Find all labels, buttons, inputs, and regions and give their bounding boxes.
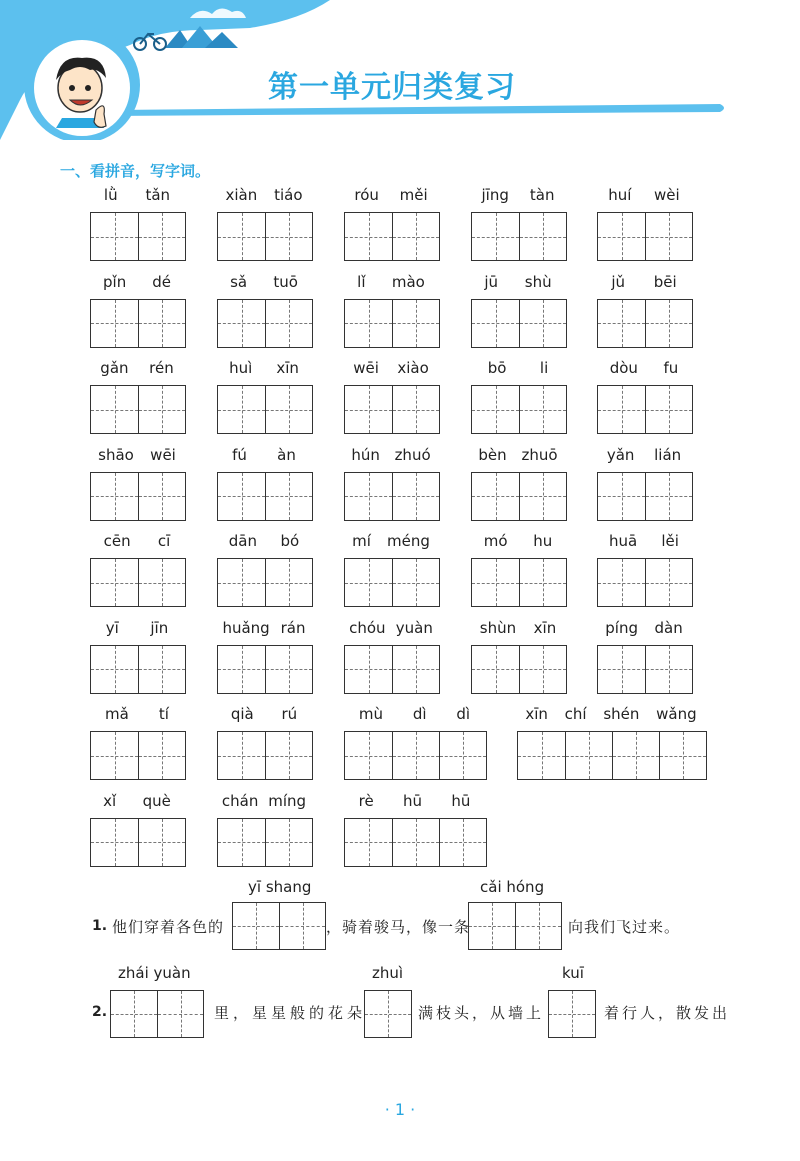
writing-cell[interactable] [598, 386, 645, 433]
sentence-2-answer-box-3[interactable] [548, 990, 596, 1038]
writing-cell[interactable] [392, 213, 439, 260]
word-pinyin [597, 186, 691, 206]
pinyin-syllable: rú [281, 705, 298, 723]
pinyin-syllable: róu [354, 186, 379, 204]
pinyin-syllable: tiáo [274, 186, 303, 204]
writing-cell[interactable] [138, 732, 185, 779]
word-pinyin [344, 532, 438, 552]
writing-cell[interactable] [345, 473, 392, 520]
writing-cell[interactable] [265, 646, 312, 693]
pinyin-syllable: tàn [529, 186, 555, 204]
word-pinyin [471, 359, 565, 379]
writing-cell[interactable] [519, 559, 566, 606]
writing-cell[interactable] [218, 819, 265, 866]
word-pinyin [217, 792, 311, 812]
pinyin-syllable: cēn [103, 532, 131, 550]
pinyin-syllable: shén [603, 705, 640, 723]
pinyin-syllable: yī [105, 618, 119, 637]
pinyin-syllable: wēi [353, 359, 379, 377]
answer-box[interactable] [344, 385, 440, 434]
pinyin-syllable: àn [277, 445, 296, 464]
sentence-1-text-c: 向我们飞过来。 [568, 918, 681, 936]
writing-cell[interactable] [138, 386, 185, 433]
sentence-1-pinyin-1: yī shang [248, 878, 312, 896]
answer-box[interactable] [90, 818, 186, 867]
writing-cell[interactable] [659, 732, 706, 779]
pinyin-syllable: tuō [273, 272, 298, 291]
pinyin-syllable: lǜ [103, 186, 118, 204]
answer-box[interactable] [217, 299, 313, 348]
section-title: 一、看拼音，写字词。 [60, 162, 211, 180]
pinyin-syllable: chóu [349, 618, 386, 637]
writing-cell[interactable] [265, 732, 312, 779]
pinyin-syllable: chí [564, 705, 587, 723]
page-title: 第一单元归类复习 [268, 70, 516, 105]
answer-box[interactable] [90, 385, 186, 434]
pinyin-syllable: hu [533, 532, 553, 550]
writing-cell[interactable] [218, 300, 265, 347]
pinyin-syllable: jīng [481, 186, 509, 204]
writing-cell[interactable] [138, 473, 185, 520]
answer-box[interactable] [344, 558, 440, 607]
word-pinyin [90, 619, 184, 639]
answer-box[interactable] [471, 558, 567, 607]
writing-cell[interactable] [645, 386, 692, 433]
pinyin-syllable: píng [605, 618, 638, 637]
answer-box[interactable] [471, 212, 567, 261]
writing-cell[interactable] [519, 300, 566, 347]
answer-box[interactable] [471, 299, 567, 348]
sentence-2-answer-box-2[interactable] [364, 990, 412, 1038]
pinyin-syllable: lián [654, 445, 682, 464]
pinyin-syllable: mí [352, 532, 371, 550]
answer-box[interactable] [217, 212, 313, 261]
pinyin-syllable: bèn [478, 445, 507, 464]
writing-cell[interactable] [598, 646, 645, 693]
pinyin-syllable: dàn [654, 618, 683, 637]
pinyin-syllable: tǎn [145, 186, 171, 204]
pinyin-syllable: xǐ [103, 791, 117, 810]
answer-box[interactable] [90, 731, 186, 780]
writing-cell[interactable] [392, 646, 439, 693]
writing-cell[interactable] [218, 559, 265, 606]
answer-box[interactable] [344, 818, 487, 867]
writing-cell[interactable] [472, 213, 519, 260]
pinyin-syllable: lěi [661, 532, 679, 550]
writing-cell[interactable] [91, 646, 138, 693]
pinyin-syllable: dòu [609, 359, 638, 377]
pinyin-syllable: wǎng [656, 705, 697, 723]
writing-cell[interactable] [645, 646, 692, 693]
answer-box[interactable] [344, 299, 440, 348]
pinyin-syllable: dān [228, 532, 257, 550]
answer-box[interactable] [597, 212, 693, 261]
writing-cell[interactable] [345, 559, 392, 606]
pinyin-syllable: hū [451, 791, 471, 810]
word-pinyin [597, 532, 691, 552]
pinyin-syllable: qià [230, 705, 254, 723]
word-pinyin [471, 186, 565, 206]
word-pinyin [471, 446, 565, 466]
word-pinyin [90, 792, 184, 812]
writing-cell[interactable] [392, 300, 439, 347]
pinyin-syllable: sǎ [230, 272, 248, 291]
pinyin-syllable: li [539, 359, 549, 377]
answer-box[interactable] [471, 385, 567, 434]
writing-cell[interactable] [392, 732, 439, 779]
pinyin-syllable: rè [358, 791, 374, 810]
writing-cell[interactable] [218, 732, 265, 779]
writing-cell[interactable] [218, 646, 265, 693]
pinyin-syllable: huā [609, 532, 638, 550]
word-pinyin [217, 359, 311, 379]
word-pinyin [217, 532, 311, 552]
pinyin-syllable: mǎ [105, 705, 129, 723]
word-pinyin [344, 792, 485, 812]
pinyin-syllable: wēi [150, 445, 176, 464]
word-pinyin [217, 619, 311, 639]
writing-cell[interactable] [345, 819, 392, 866]
answer-box[interactable] [217, 818, 313, 867]
writing-cell[interactable] [519, 473, 566, 520]
pinyin-syllable: huǎng [222, 618, 270, 637]
sentence-2-pinyin-1: zhái yuàn [118, 964, 191, 982]
pinyin-syllable: dé [152, 272, 171, 291]
sentence-1-answer-box-2[interactable] [468, 902, 562, 950]
sentence-1-text-b: ，骑着骏马，像一条 [326, 918, 471, 936]
pinyin-syllable: rán [280, 618, 306, 637]
answer-box[interactable] [597, 645, 693, 694]
sentence-2-answer-box-1[interactable] [110, 990, 204, 1038]
word-pinyin [90, 273, 184, 293]
writing-cell[interactable] [645, 473, 692, 520]
writing-cell[interactable] [439, 732, 486, 779]
pinyin-syllable: lǐ [357, 272, 366, 291]
writing-cell[interactable] [218, 386, 265, 433]
pinyin-syllable: jū [484, 272, 499, 291]
writing-cell[interactable] [265, 386, 312, 433]
writing-cell[interactable] [265, 300, 312, 347]
writing-cell[interactable] [472, 646, 519, 693]
sentence-1-answer-box-1[interactable] [232, 902, 326, 950]
pinyin-syllable: bó [280, 532, 300, 550]
answer-box[interactable] [471, 645, 567, 694]
page-number: · 1 · [384, 1100, 416, 1119]
pinyin-syllable: gǎn [100, 359, 129, 377]
writing-cell[interactable] [598, 300, 645, 347]
pinyin-syllable: míng [268, 791, 307, 810]
writing-cell[interactable] [345, 732, 392, 779]
writing-cell[interactable] [91, 732, 138, 779]
word-pinyin [344, 619, 438, 639]
answer-box[interactable] [90, 212, 186, 261]
writing-cell[interactable] [265, 559, 312, 606]
answer-box[interactable] [217, 385, 313, 434]
answer-box[interactable] [217, 558, 313, 607]
pinyin-syllable: xīn [525, 705, 548, 723]
writing-cell[interactable] [91, 473, 138, 520]
writing-cell[interactable] [645, 559, 692, 606]
writing-cell[interactable] [645, 213, 692, 260]
pinyin-syllable: dì [456, 705, 471, 723]
sentence-1-text-a: 他们穿着各色的 [112, 918, 225, 936]
answer-box[interactable] [217, 731, 313, 780]
pinyin-syllable: què [142, 791, 171, 810]
pinyin-syllable: jīn [150, 618, 169, 637]
pinyin-syllable: mào [391, 272, 425, 291]
answer-box[interactable] [344, 212, 440, 261]
writing-cell[interactable] [265, 213, 312, 260]
pinyin-syllable: zhuó [394, 445, 431, 464]
pinyin-syllable: yǎn [606, 445, 635, 464]
word-pinyin [90, 446, 184, 466]
pinyin-syllable: méng [387, 532, 430, 550]
answer-box[interactable] [90, 558, 186, 607]
answer-box[interactable] [217, 645, 313, 694]
writing-cell[interactable] [439, 819, 486, 866]
pinyin-syllable: fu [663, 359, 679, 377]
sentence-1-pinyin-2: cǎi hóng [480, 878, 545, 896]
writing-cell[interactable] [472, 386, 519, 433]
pinyin-syllable: xiàn [225, 186, 258, 204]
writing-cell[interactable] [138, 213, 185, 260]
writing-cell[interactable] [565, 732, 612, 779]
writing-cell[interactable] [519, 386, 566, 433]
word-pinyin [344, 705, 485, 725]
pinyin-syllable: chán [221, 791, 259, 810]
answer-box[interactable] [597, 385, 693, 434]
sentence-2-text-c: 着行人，散发出 [604, 1004, 731, 1022]
pinyin-syllable: měi [399, 186, 428, 204]
answer-box[interactable] [217, 472, 313, 521]
sentence-2-text-a: 里，星星般的花朵 [214, 1004, 367, 1022]
answer-box[interactable] [344, 731, 487, 780]
writing-cell[interactable] [519, 213, 566, 260]
answer-box[interactable] [90, 299, 186, 348]
writing-cell[interactable] [345, 300, 392, 347]
writing-cell[interactable] [218, 473, 265, 520]
writing-cell[interactable] [598, 559, 645, 606]
writing-cell[interactable] [598, 473, 645, 520]
writing-cell[interactable] [472, 300, 519, 347]
pinyin-syllable: hún [351, 445, 380, 464]
pinyin-syllable: xiào [397, 359, 429, 377]
word-pinyin [344, 359, 438, 379]
sentence-2-number: 2. [92, 1004, 108, 1020]
writing-cell[interactable] [91, 300, 138, 347]
writing-cell[interactable] [91, 819, 138, 866]
sentence-2-pinyin-2: zhuì [372, 964, 404, 982]
pinyin-syllable: wèi [654, 186, 680, 204]
writing-cell[interactable] [265, 819, 312, 866]
answer-box[interactable] [597, 558, 693, 607]
answer-box[interactable] [471, 472, 567, 521]
writing-cell[interactable] [345, 646, 392, 693]
pinyin-syllable: tí [158, 705, 169, 723]
word-pinyin [217, 273, 311, 293]
writing-cell[interactable] [392, 473, 439, 520]
writing-cell[interactable] [598, 213, 645, 260]
pinyin-syllable: pǐn [103, 272, 127, 291]
writing-cell[interactable] [91, 559, 138, 606]
answer-box[interactable] [517, 731, 707, 780]
pinyin-syllable: fú [232, 445, 247, 464]
writing-cell[interactable] [138, 300, 185, 347]
word-pinyin [597, 619, 691, 639]
word-pinyin [217, 186, 311, 206]
writing-cell[interactable] [345, 213, 392, 260]
writing-cell[interactable] [472, 473, 519, 520]
sentence-1-number: 1. [92, 918, 108, 934]
word-pinyin [471, 273, 565, 293]
pinyin-syllable: huì [229, 359, 253, 377]
word-pinyin [344, 446, 438, 466]
pinyin-syllable: yuàn [395, 618, 433, 637]
writing-cell[interactable] [392, 819, 439, 866]
writing-cell[interactable] [519, 646, 566, 693]
pinyin-syllable: shùn [479, 618, 517, 637]
writing-cell[interactable] [392, 386, 439, 433]
pinyin-syllable: shāo [98, 445, 134, 464]
pinyin-syllable: bēi [653, 272, 677, 291]
word-pinyin [597, 359, 691, 379]
word-pinyin [471, 619, 565, 639]
writing-cell[interactable] [218, 213, 265, 260]
sentence-2-pinyin-3: kuī [562, 964, 584, 982]
word-pinyin [471, 532, 565, 552]
pinyin-syllable: xīn [533, 618, 557, 637]
word-pinyin [90, 705, 184, 725]
pinyin-syllable: jǔ [611, 272, 626, 291]
answer-box[interactable] [90, 645, 186, 694]
writing-cell[interactable] [518, 732, 565, 779]
writing-cell[interactable] [472, 559, 519, 606]
answer-box[interactable] [597, 472, 693, 521]
pinyin-syllable: rén [149, 359, 174, 377]
answer-box[interactable] [344, 645, 440, 694]
writing-cell[interactable] [138, 646, 185, 693]
writing-cell[interactable] [91, 386, 138, 433]
word-pinyin [90, 186, 184, 206]
pinyin-syllable: huí [608, 186, 632, 204]
pinyin-syllable: mó [483, 532, 508, 550]
pinyin-syllable: zhuō [521, 445, 558, 464]
word-pinyin [90, 532, 184, 552]
writing-cell[interactable] [645, 300, 692, 347]
word-pinyin [217, 446, 311, 466]
pinyin-syllable: bō [487, 359, 507, 377]
writing-cell[interactable] [265, 473, 312, 520]
writing-cell[interactable] [138, 819, 185, 866]
word-pinyin [344, 186, 438, 206]
writing-cell[interactable] [91, 213, 138, 260]
answer-box[interactable] [344, 472, 440, 521]
pinyin-syllable: mù [358, 705, 384, 723]
pinyin-syllable: dì [412, 705, 427, 723]
word-pinyin [344, 273, 438, 293]
word-pinyin [597, 273, 691, 293]
writing-cell[interactable] [345, 386, 392, 433]
sentence-2-text-b: 满枝头，从墙上 [418, 1004, 545, 1022]
word-pinyin [517, 705, 705, 725]
pinyin-syllable: xīn [276, 359, 299, 377]
word-pinyin [217, 705, 311, 725]
answer-box[interactable] [597, 299, 693, 348]
word-pinyin [597, 446, 691, 466]
word-pinyin [90, 359, 184, 379]
writing-cell[interactable] [392, 559, 439, 606]
pinyin-syllable: cī [157, 532, 171, 550]
writing-cell[interactable] [612, 732, 659, 779]
answer-box[interactable] [90, 472, 186, 521]
pinyin-syllable: shù [524, 272, 552, 291]
writing-cell[interactable] [138, 559, 185, 606]
pinyin-syllable: hū [403, 791, 423, 810]
